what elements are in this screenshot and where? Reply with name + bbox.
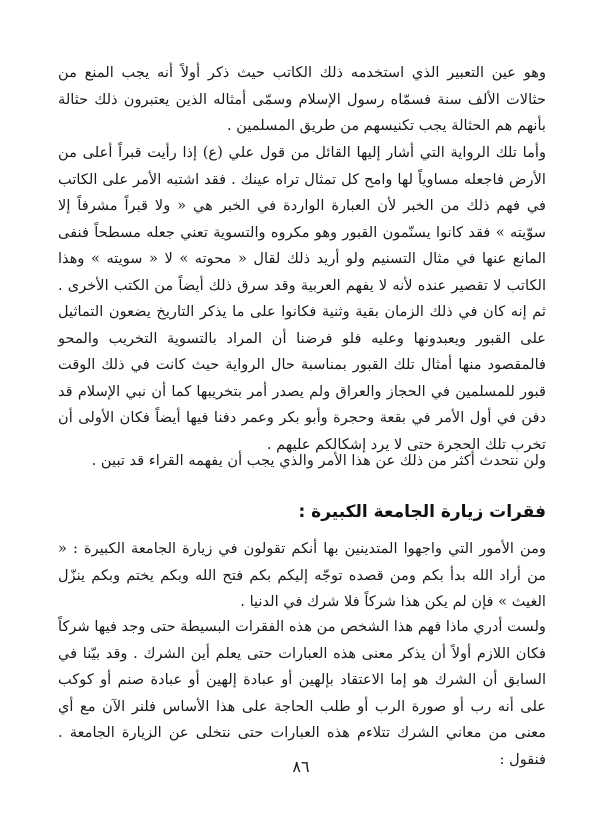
paragraph-narration-ali: وأما تلك الرواية التي أشار إليها القائل من قول علي (ع) إذا رأيت قبراً أعلى من الأرض فاجعله مساوياً لها وامح كل تمثال تراه عينك . فقد اشتبه الأمر على الكاتب في فهم ذلك من الخبر لأن العبارة الواردة في الخبر هي « ولا قبراً مشرفاً إلا سوّيته » فقد كانوا يسنّمون القبور وهو مكروه والتسوية تعني جعله مسطحاً فنفى المانع عنها في مثال التسنيم ولو أريد ذلك لقال « محوته » لا « سويته » وهذا الكاتب لا تقصير عنده لأنه لا يفهم العربية وقد سرق ذلك أيضاً من الكتب الأخرى . ثم إنه كان في ذلك الزمان بقية وثنية فكانوا على ما يذكر التاريخ يضعون التماثيل على القبور ويعبدونها وعليه فلو فرضنا أن المراد بالتسوية التخريب والمحو فالمقصود منها أمثال تلك القبور بمناسبة حال الرواية حيث كانت في ذلك الوقت قبور للمسلمين في الحجاز والعراق ولم يصدر أمر بتخريبها كما أن نبي الإسلام قد دفن في أول الأمر في بقعة وحجرة وأبو بكر وعمر دفنا فيها أيضاً فكان الأولى أن تخرب تلك الحجرة حتى لا يرد إشكالكم عليهم . (58, 144, 546, 453)
paragraph-sweepings: وهو عين التعبير الذي استخدمه ذلك الكاتب حيث ذكر أولاً أنه يجب المنع من حثالات الألف سنة فسمّاه رسول الإسلام وسمّى أمثاله الذين يعتبرون ذلك حثالة بأنهم هم الحثالة يجب تكنيسهم من طريق المسلمين . (58, 64, 546, 134)
section-heading: فقرات زيارة الجامعة الكبيرة : (298, 502, 546, 522)
paragraph-conclusion: ولن نتحدث أكثر من ذلك عن هذا الأمر والذي يجب أن يفهمه القراء قد تبين . (91, 452, 546, 469)
paragraph-shirk-meaning: ولست أدري ماذا فهم هذا الشخص من هذه الفقرات البسيطة حتى وجد فيها شركاً فكان اللازم أولاً أن يذكر معنى هذه العبارات حتى يعلم أين الشرك . وقد بيّنا في السابق أن الشرك هو إما الاعتقاد بإلهين أو عبادة إلهين أو عبادة صنم أو كوكب على أنه رب أو صورة الرب أو طلب الحاجة على هذا الأساس فلنر الآن مع أي معنى من معاني الشرك تتلاءم هذه العبارات حتى نتخلى عن الزيارة الجامعة . فنقول : (58, 618, 546, 768)
paragraph-jamia-quote: ومن الأمور التي واجهوا المتدينين بها أنكم تقولون في زيارة الجامعة الكبيرة : « من أراد الله بدأ بكم ومن قصده توجّه إليكم بكم فتح الله وبكم يختم وبكم ينزّل الغيث » فإن لم يكن هذا شركاً فلا شرك في الدنيا . (58, 540, 546, 610)
page-number: ٨٦ (292, 757, 310, 776)
